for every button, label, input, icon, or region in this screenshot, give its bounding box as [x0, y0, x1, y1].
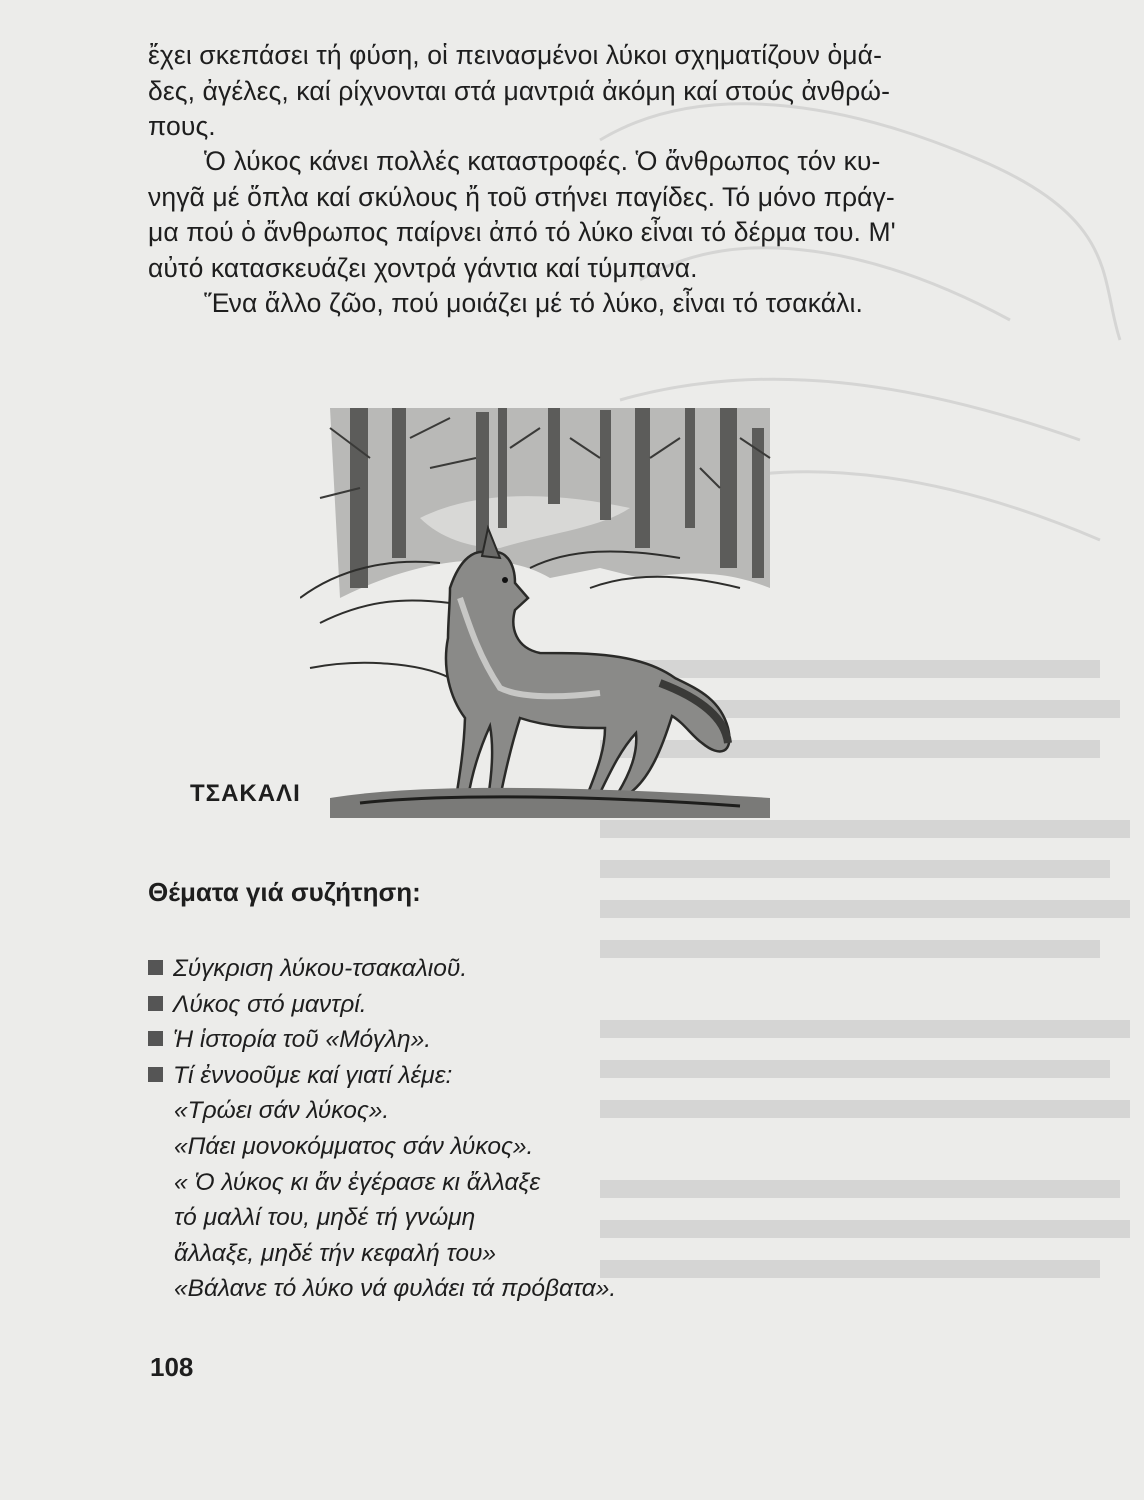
text-line: αὐτό κατασκευάζει χοντρά γάντια καί τύμπανα.: [148, 252, 698, 283]
saying-item: «Βάλανε τό λύκο νά φυλάει τά πρόβατα».: [174, 1275, 617, 1303]
topic-item: [148, 1058, 616, 1094]
saying-item: « Ὁ λύκος κι ἄν ἐγέρασε κι ἄλλαξε: [174, 1168, 541, 1196]
saying-item: «Τρώει σάν λύκος».: [174, 1097, 390, 1125]
discussion-topics-title: Θέματα γιά συζήτηση:: [148, 877, 421, 907]
saying-item: «Πάει μονοκόμματος σάν λύκος».: [174, 1132, 534, 1160]
topic-item: [148, 987, 616, 1023]
discussion-topics-list: [148, 951, 616, 1307]
topic-item: [148, 951, 616, 987]
topic-text: Λύκος στό μαντρί.: [173, 990, 367, 1018]
square-bullet-icon: [148, 996, 163, 1011]
text-line: μα πού ὁ ἄνθρωπος παίρνει ἀπό τό λύκο εἶναι τό δέρμα του. Μ': [148, 217, 896, 247]
paragraph-1: [148, 38, 1018, 145]
saying-item: ἄλλαξε, μηδέ τήν κεφαλή του»: [174, 1239, 497, 1267]
topic-text: Ἡ ἱστορία τοῦ «Μόγλη».: [173, 1026, 432, 1054]
wolf-illustration: [300, 398, 780, 828]
square-bullet-icon: [148, 960, 163, 975]
square-bullet-icon: [148, 1067, 163, 1082]
topic-text: Τί ἐννοοῦμε καί γιατί λέμε:: [173, 1061, 453, 1089]
text-line: πους.: [148, 111, 216, 141]
text-line: Ἕνα ἄλλο ζῶο, πού μοιάζει μέ τό λύκο, εἶναι τό τσακάλι.: [204, 288, 863, 318]
text-line: ἔχει σκεπάσει τή φύση, οἱ πεινασμένοι λύκοι σχηματίζουν ὁμά-: [148, 40, 883, 70]
section-heading-jackal: ΤΣΑΚΑΛΙ: [190, 780, 301, 807]
square-bullet-icon: [148, 1031, 163, 1046]
saying-item: τό μαλλί του, μηδέ τή γνώμη: [174, 1204, 476, 1232]
paragraph-2: [148, 144, 1018, 286]
text-line: δες, ἀγέλες, καί ρίχνονται στά μαντριά ἀκόμη καί στούς ἀνθρώ-: [148, 75, 891, 106]
topic-item: [148, 1022, 616, 1058]
topic-text: Σύγκριση λύκου-τσακαλιοῦ.: [173, 955, 468, 982]
text-line: Ὁ λύκος κάνει πολλές καταστροφές. Ὁ ἄνθρωπος τόν κυ-: [204, 146, 881, 176]
page-number: 108: [150, 1352, 194, 1382]
paragraph-3: [148, 286, 1018, 322]
text-line: νηγᾶ μέ ὅπλα καί σκύλους ἤ τοῦ στήνει παγίδες. Τό μόνο πράγ-: [148, 181, 895, 212]
